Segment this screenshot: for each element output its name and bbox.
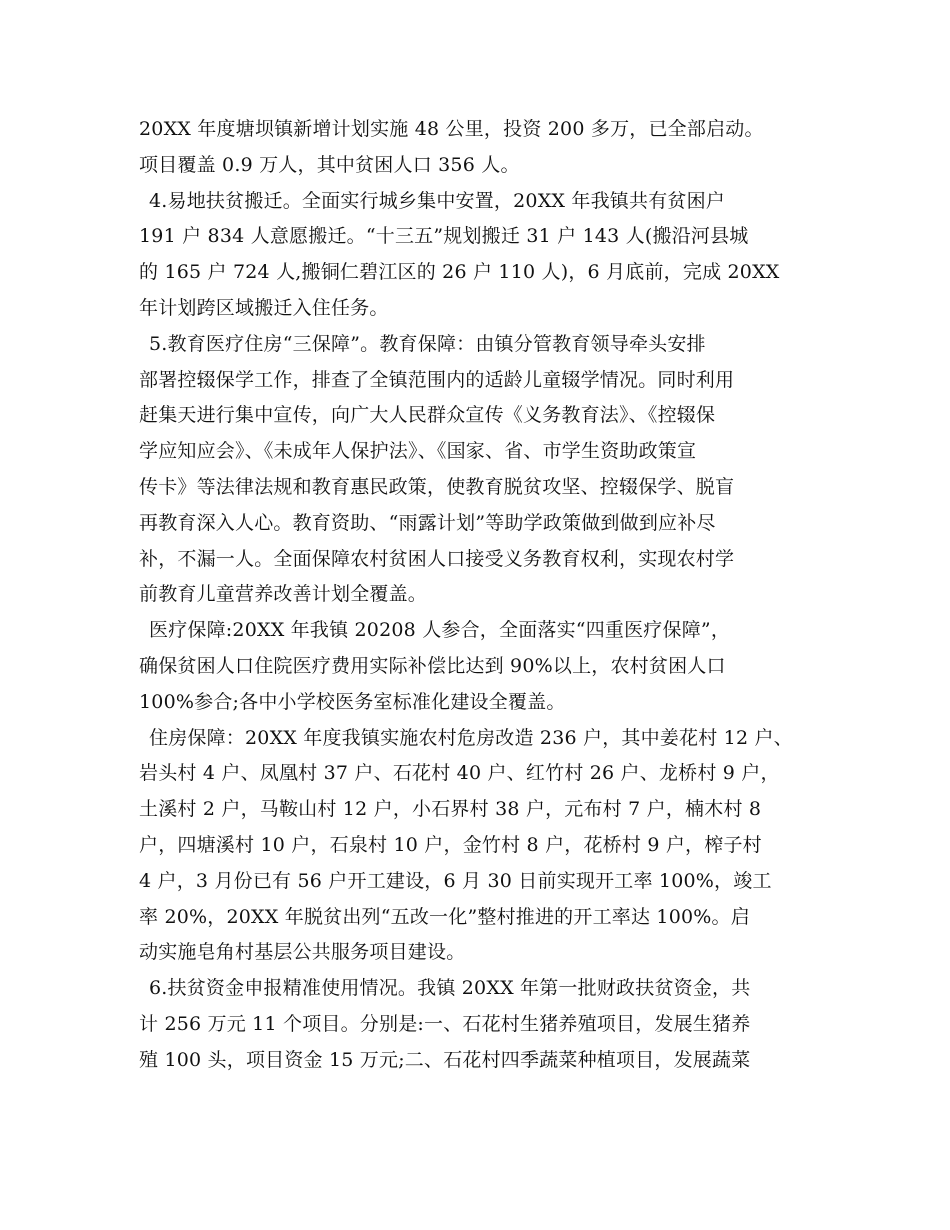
text-line: 4.易地扶贫搬迁。全面实行城乡集中安置，20XX 年我镇共有贫困户	[149, 189, 725, 212]
text-line: 户，四塘溪村 10 户，石泉村 10 户，金竹村 8 户，花桥村 9 户，榨子村	[139, 833, 762, 856]
text-line: 年计划跨区域搬迁入住任务。	[139, 296, 389, 319]
text-line: 的 165 户 724 人,搬铜仁碧江区的 26 户 110 人)，6 月底前，完成 20XX	[139, 261, 780, 284]
text-line: 再教育深入人心。教育资助、“雨露计划”等助学政策做到做到应补尽	[139, 511, 716, 534]
text-line: 20XX 年度塘坝镇新增计划实施 48 公里，投资 200 多万，已全部启动。	[139, 118, 764, 140]
text-line: 传卡》等法律法规和教育惠民政策，使教育脱贫攻坚、控辍保学、脱盲	[139, 475, 735, 498]
text-line: 5.教育医疗住房“三保障”。教育保障：由镇分管教育领导牵头安排	[149, 332, 706, 355]
text-line: 部署控辍保学工作，排查了全镇范围内的适龄儿童辍学情况。同时利用	[139, 368, 735, 391]
text-line: 191 户 834 人意愿搬迁。“十三五”规划搬迁 31 户 143 人(搬沿河县城	[139, 225, 749, 248]
body-text	[139, 112, 839, 1079]
text-line: 6.扶贫资金申报精准使用情况。我镇 20XX 年第一批财政扶贫资金，共	[149, 977, 751, 1000]
text-line: 计 256 万元 11 个项目。分别是:一、石花村生猪养殖项目，发展生猪养	[139, 1012, 751, 1035]
text-line: 补，不漏一人。全面保障农村贫困人口接受义务教育权利，实现农村学	[139, 547, 735, 570]
text-line: 住房保障：20XX 年度我镇实施农村危房改造 236 户，其中姜花村 12 户、	[149, 726, 793, 749]
text-line: 医疗保障:20XX 年我镇 20208 人参合，全面落实“四重医疗保障”，	[149, 619, 731, 642]
text-line: 土溪村 2 户，马鞍山村 12 户，小石界村 38 户，元布村 7 户，楠木村 8	[139, 798, 762, 821]
text-line: 学应知应会》、《未成年人保护法》、《国家、省、市学生资助政策宣	[139, 440, 697, 463]
text-line: 殖 100 头，项目资金 15 万元;二、石花村四季蔬菜种植项目，发展蔬菜	[139, 1048, 751, 1071]
text-line: 率 20%，20XX 年脱贫出列“五改一化”整村推进的开工率达 100%。启	[139, 905, 750, 928]
text-line: 岩头村 4 户、凤凰村 37 户、石花村 40 户、红竹村 26 户、龙桥村 9 户，	[139, 762, 780, 785]
text-line: 项目覆盖 0.9 万人，其中贫困人口 356 人。	[139, 153, 520, 176]
text-line: 前教育儿童营养改善计划全覆盖。	[139, 583, 428, 606]
text-line: 赶集天进行集中宣传，向广大人民群众宣传《义务教育法》、《控辍保	[139, 404, 716, 427]
text-line: 动实施皂角村基层公共服务项目建设。	[139, 941, 466, 964]
text-line: 确保贫困人口住院医疗费用实际补偿比达到 90%以上，农村贫困人口	[139, 654, 726, 677]
text-line: 4 户，3 月份已有 56 户开工建设，6 月 30 日前实现开工率 100%，竣工	[139, 869, 772, 892]
text-line: 100%参合;各中小学校医务室标准化建设全覆盖。	[139, 690, 566, 713]
